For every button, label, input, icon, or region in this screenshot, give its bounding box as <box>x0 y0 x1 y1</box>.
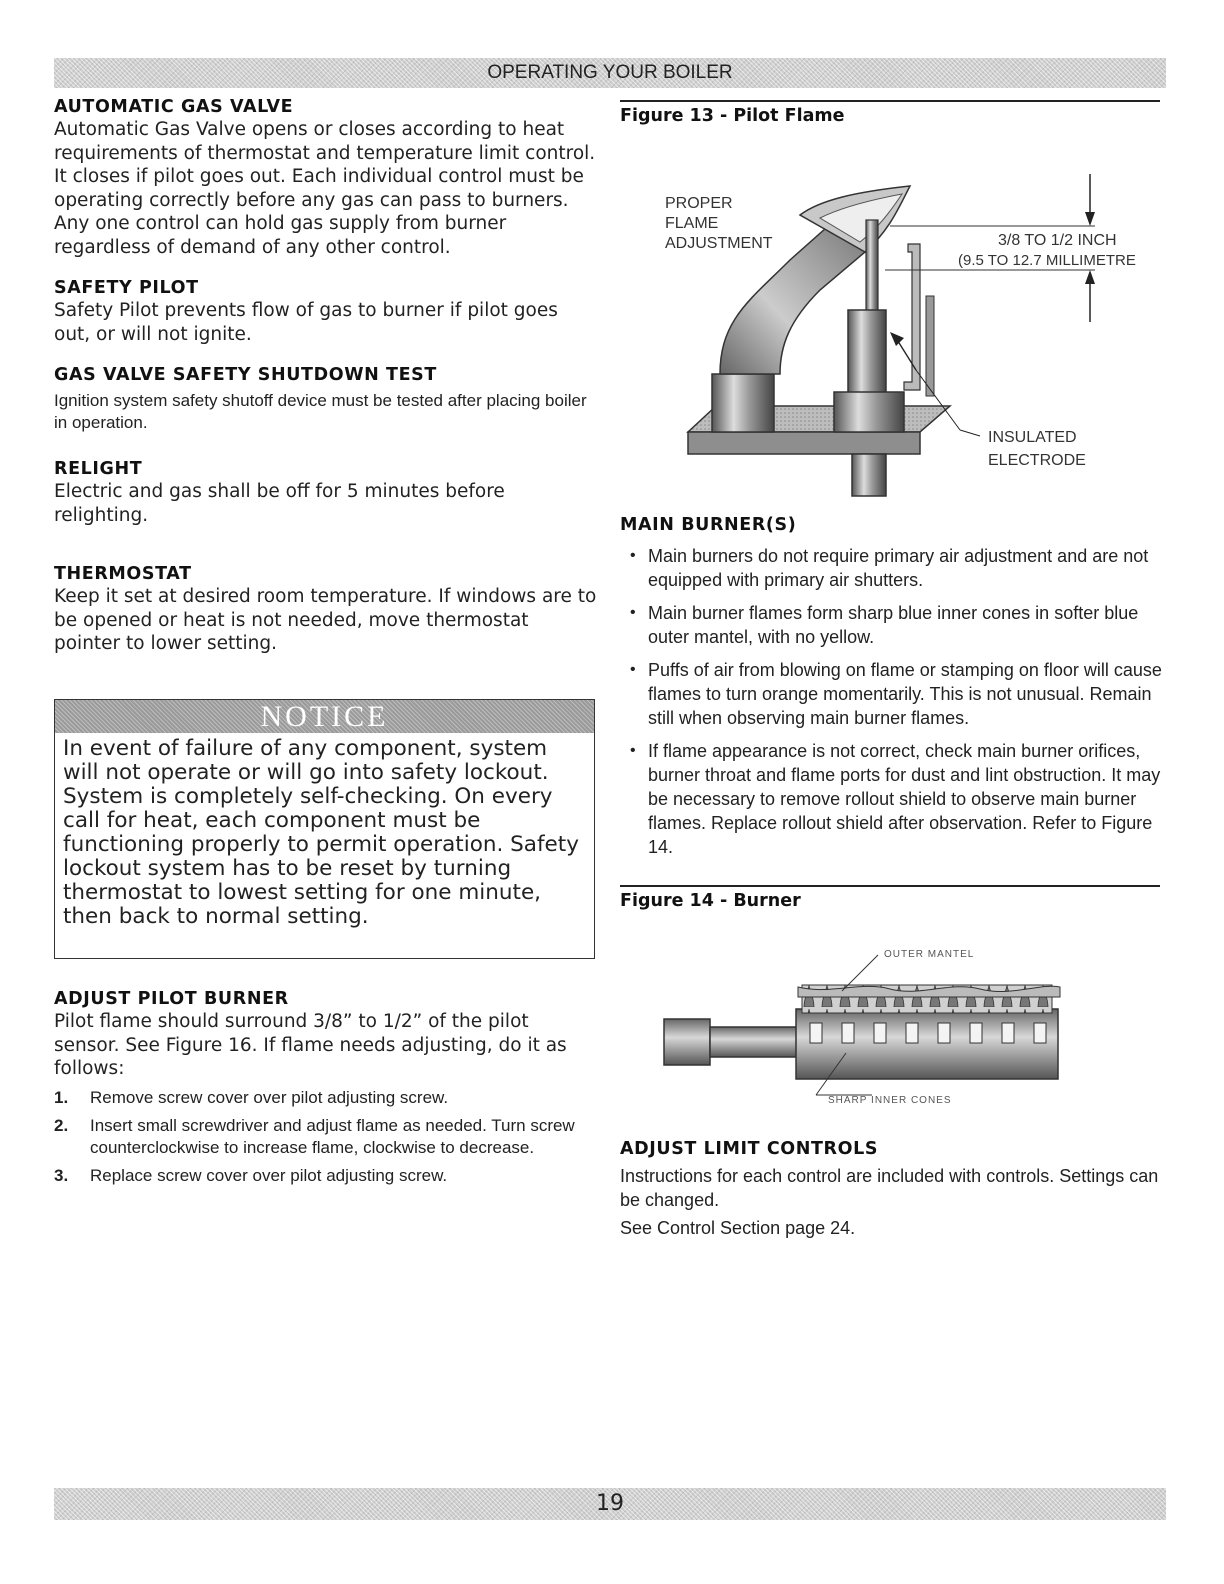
figure-rule <box>620 100 1160 102</box>
burner-illustration <box>620 935 1165 1115</box>
heading-thermostat: THERMOSTAT <box>54 564 192 584</box>
section-thermostat <box>54 563 599 656</box>
text-thermostat: Keep it set at desired room temperature. If windows are to be opened or heat is not needed, move thermostat pointer to lower setting. <box>54 586 597 654</box>
label-outer-mantel: OUTER MANTEL <box>884 949 975 960</box>
section-limit-controls <box>620 1138 1165 1240</box>
label-adjustment: ADJUSTMENT <box>665 235 773 252</box>
text-safety-pilot: Safety Pilot prevents flow of gas to burner if pilot goes out, or will not ignite. <box>54 300 558 345</box>
list-item: • Main burner flames form sharp blue inner cones in softer blue outer mantel, with no yellow. <box>620 601 1165 649</box>
list-item <box>54 1087 599 1109</box>
label-proper: PROPER <box>665 195 733 212</box>
section-automatic-gas-valve <box>54 96 599 259</box>
figure-rule <box>620 885 1160 887</box>
pilot-flame-illustration <box>620 160 1165 500</box>
main-burners-list <box>620 544 1165 859</box>
section-main-burners <box>620 514 1165 868</box>
figure-13-title: Figure 13 - Pilot Flame <box>620 106 845 126</box>
label-millimetre: (9.5 TO 12.7 MILLIMETRE <box>958 252 1136 269</box>
figure-14 <box>620 885 1165 911</box>
label-flame: FLAME <box>665 215 719 232</box>
section-header-banner <box>54 58 1166 88</box>
text-shutdown-test: Ignition system safety shutoff device must be tested after placing boiler in operation. <box>54 391 587 432</box>
heading-main-burners: MAIN BURNER(S) <box>620 515 797 535</box>
notice-header <box>55 700 594 733</box>
section-adjust-pilot <box>54 988 599 1193</box>
pilot-steps-list <box>54 1087 599 1187</box>
step-text: Replace screw cover over pilot adjusting screw. <box>90 1165 448 1185</box>
heading-relight: RELIGHT <box>54 459 143 479</box>
notice-title: NOTICE <box>260 700 389 733</box>
section-relight <box>54 458 599 527</box>
label-insulated: INSULATED <box>988 429 1077 446</box>
list-item <box>54 1165 599 1187</box>
step-number: 1. <box>54 1087 69 1107</box>
list-item: • Puffs of air from blowing on flame or stamping on floor will cause flames to turn orange momentarily. This is not unusual. Remain still when observing main burner flames. <box>620 658 1165 730</box>
page-number: 19 <box>596 1491 624 1516</box>
heading-shutdown-test: GAS VALVE SAFETY SHUTDOWN TEST <box>54 365 437 385</box>
step-text: Insert small screwdriver and adjust flame as needed. Turn screw counterclockwise to increase flame, clockwise to decrease. <box>90 1115 575 1157</box>
text-see-control-section: See Control Section page 24. <box>620 1218 856 1238</box>
section-title: OPERATING YOUR BOILER <box>487 62 733 83</box>
step-text: Remove screw cover over pilot adjusting screw. <box>90 1087 449 1107</box>
heading-automatic-gas-valve: AUTOMATIC GAS VALVE <box>54 97 294 117</box>
text-automatic-gas-valve: Automatic Gas Valve opens or closes according to heat requirements of thermostat and temperature limit control. It closes if pilot goes out. Each individual control must be operating correctly before any gas can pass to burners. Any one control can hold gas supply from burner regardless of demand of any other control. <box>54 119 596 258</box>
list-item: • Main burners do not require primary air adjustment and are not equipped with primary air shutters. <box>620 544 1165 592</box>
figure-13 <box>620 100 1165 126</box>
step-number: 3. <box>54 1165 69 1185</box>
page-footer-banner <box>54 1488 1166 1520</box>
left-column <box>54 96 599 656</box>
text-limit-controls: Instructions for each control are included with controls. Settings can be changed. <box>620 1166 1159 1210</box>
heading-limit-controls: ADJUST LIMIT CONTROLS <box>620 1139 879 1159</box>
heading-safety-pilot: SAFETY PILOT <box>54 278 199 298</box>
list-item: • If flame appearance is not correct, check main burner orifices, burner throat and flame ports for dust and lint obstruction. It may be necessary to remove rollout shield to observe main burner flames. Replace rollout shield after observation. Refer to Figure 14. <box>620 739 1165 859</box>
label-sharp-inner-cones: SHARP INNER CONES <box>828 1095 952 1106</box>
label-inch: 3/8 TO 1/2 INCH <box>998 232 1117 249</box>
notice-text: In event of failure of any component, system will not operate or will go into safety lockout. System is completely self-checking. On every call for heat, each component must be functioning properly to permit operation. Safety lockout system has to be reset by turning thermostat to lowest setting for one minute, then back to normal setting. <box>63 736 579 929</box>
text-adjust-pilot: Pilot flame should surround 3/8” to 1/2” of the pilot sensor. See Figure 16. If flame needs adjusting, do it as follows: <box>54 1011 567 1079</box>
figure-14-title: Figure 14 - Burner <box>620 891 801 911</box>
label-electrode: ELECTRODE <box>988 452 1086 469</box>
list-item <box>54 1115 599 1159</box>
notice-box <box>54 699 595 959</box>
section-shutdown-test <box>54 364 599 434</box>
text-relight: Electric and gas shall be off for 5 minutes before relighting. <box>54 481 505 526</box>
section-safety-pilot <box>54 277 599 346</box>
step-number: 2. <box>54 1115 69 1135</box>
heading-adjust-pilot: ADJUST PILOT BURNER <box>54 989 289 1009</box>
